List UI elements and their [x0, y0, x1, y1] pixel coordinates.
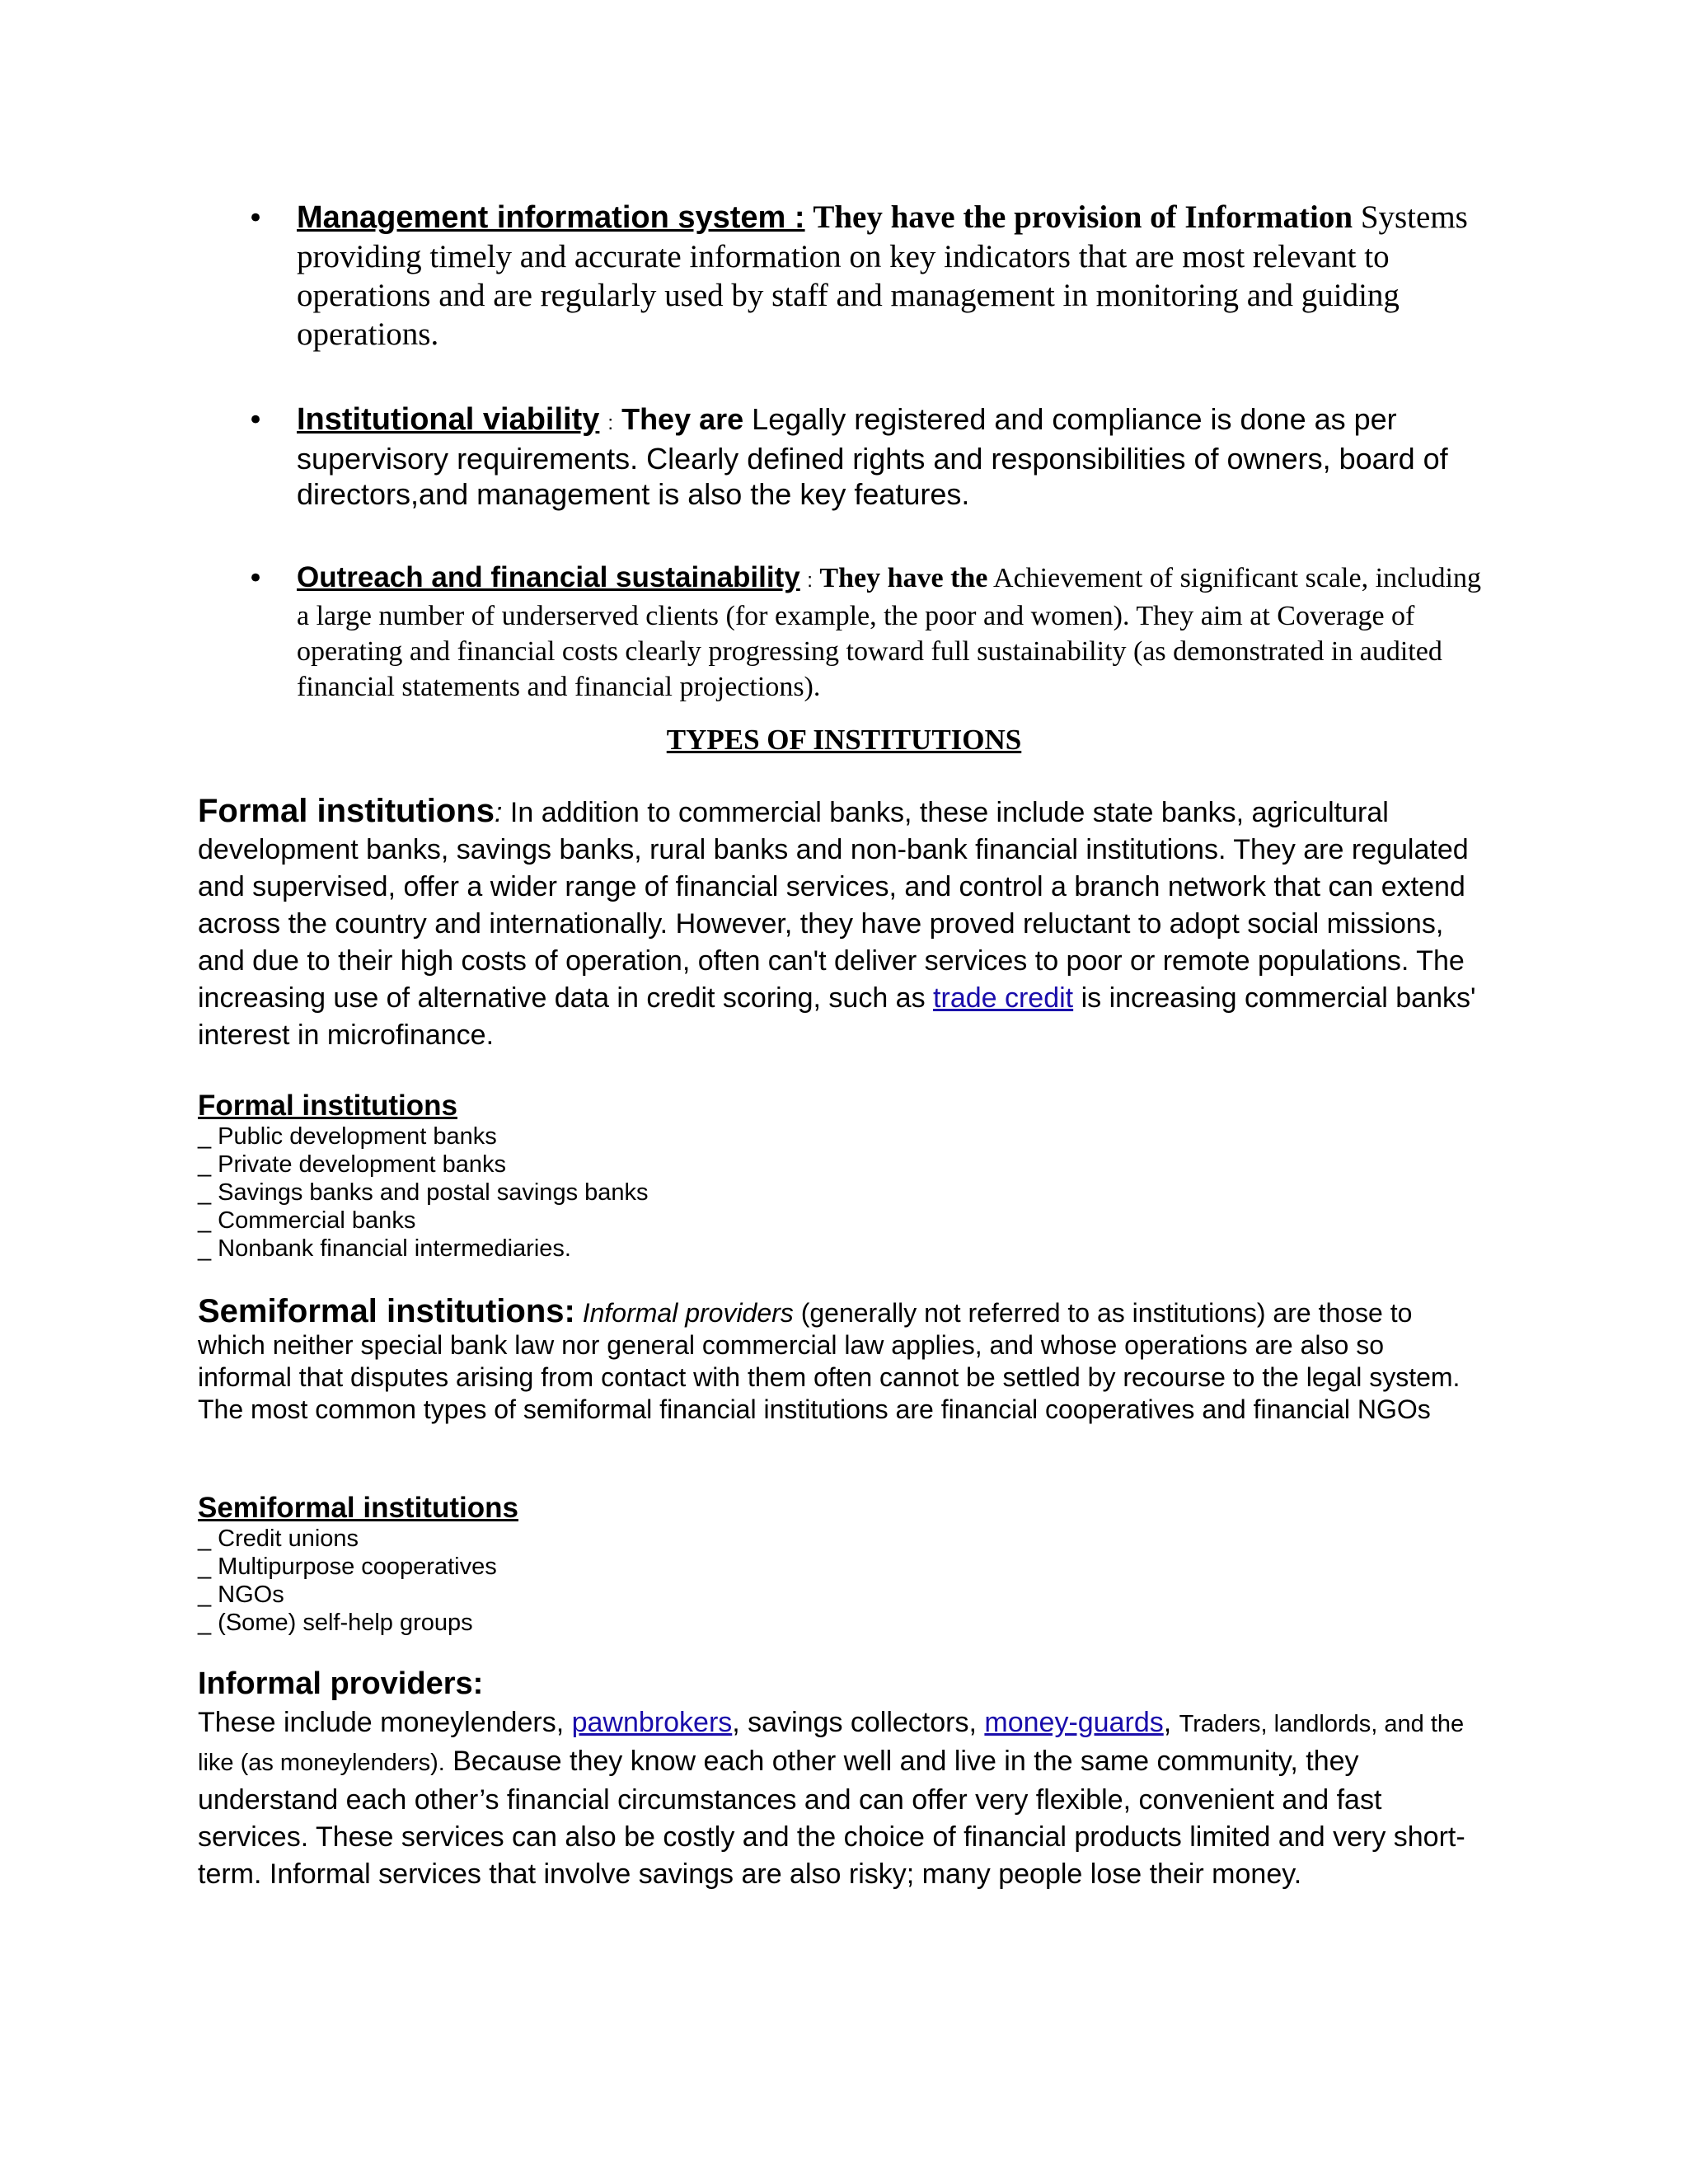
- list-item: _ Public development banks: [198, 1123, 497, 1150]
- list-title: Formal institutions: [198, 1090, 457, 1122]
- list-item: _ (Some) self-help groups: [198, 1610, 473, 1636]
- pawnbrokers-link[interactable]: pawnbrokers: [571, 1707, 733, 1738]
- list-item: _ Nonbank financial intermediaries.: [198, 1235, 571, 1262]
- list-item: _ Private development banks: [198, 1151, 506, 1178]
- list-title: Semiformal institutions: [198, 1492, 518, 1524]
- paragraph-text: , savings collectors,: [732, 1707, 977, 1738]
- bullet-lead: They have the provision of Information: [813, 199, 1353, 235]
- heading-colon: :: [495, 797, 503, 828]
- formal-institutions-heading: Formal institutions: [198, 793, 495, 829]
- bullet-outreach-sustainability: [247, 560, 1492, 705]
- section-title: TYPES OF INSTITUTIONS: [666, 724, 1022, 756]
- bullet-heading: Management information system :: [297, 200, 805, 235]
- italic-term: Informal providers: [582, 1298, 794, 1328]
- bullet-dot-icon: •: [247, 202, 265, 235]
- list-item: _ Commercial banks: [198, 1207, 416, 1234]
- paragraph-text: (generally not referred to as institutions) are those to which neither special bank law nor general commercial law applies, and whose operations are also so informal that disputes arising from contact with them often cannot be settled by recourse to the legal system. The most common types of semiformal financial institutions are financial cooperatives and financial NGOs: [198, 1298, 1461, 1424]
- bullet-text: Systems providing timely and accurate information on key indicators that are most relevant to operations and are regularly used by staff and management in monitoring and guiding operations.: [297, 199, 1468, 352]
- paragraph-text: Because they know each other well and live in the same community, they understand each other’s financial circumstances and can offer very flexible, convenient and fast services. These services can also be costly and the choice of financial products limited and very short-term. Informal services that involve savings are also risky; many people lose their money.: [198, 1746, 1465, 1890]
- formal-institutions-paragraph: [198, 793, 1484, 1054]
- list-item: _ Credit unions: [198, 1526, 359, 1552]
- formal-institutions-list: [198, 1090, 1187, 1263]
- bullet-colon: :: [807, 569, 813, 592]
- bullet-lead: They have the: [819, 563, 988, 593]
- trade-credit-link[interactable]: trade credit: [933, 982, 1074, 1014]
- bullet-colon: :: [607, 412, 614, 434]
- bullet-heading: Institutional viability: [297, 402, 600, 437]
- bullet-text: Achievement of significant scale, including a large number of underserved clients (for example, the poor and women). They aim at Coverage of operating and financial costs clearly progressing toward full sustainability (as demonstrated in audited financial statements and financial projections).: [297, 563, 1481, 702]
- bullet-management-information-system: [247, 198, 1492, 354]
- semiformal-institutions-heading: Semiformal institutions:: [198, 1293, 575, 1329]
- paragraph-text: These include moneylenders,: [198, 1707, 565, 1738]
- bullet-dot-icon: •: [247, 404, 265, 437]
- list-item: _ NGOs: [198, 1582, 284, 1608]
- money-guards-link[interactable]: money-guards: [984, 1707, 1164, 1738]
- bullet-heading: Outreach and financial sustainability: [297, 561, 800, 593]
- paragraph-text: In addition to commercial banks, these include state banks, agricultural development banks, savings banks, rural banks and non-bank financial institutions. They are regulated and supervised, offer a wider range of financial services, and control a branch network that can extend across the country and internationally. However, they have proved reluctant to adopt social missions, and due to their high costs of operation, often can't deliver services to poor or remote populations. The increasing use of alternative data in credit scoring, such as: [198, 797, 1469, 1014]
- feature-bullet-list: [247, 198, 1492, 705]
- paragraph-text: is increasing commercial banks' interest in microfinance.: [198, 982, 1476, 1051]
- paragraph-small-text: Traders, landlords, and the like (as moneylenders).: [198, 1711, 1465, 1776]
- list-item: _ Multipurpose cooperatives: [198, 1554, 497, 1580]
- informal-providers-heading: Informal providers:: [198, 1666, 484, 1701]
- bullet-dot-icon: •: [247, 562, 265, 595]
- bullet-text: Legally registered and compliance is done as per supervisory requirements. Clearly defined rights and responsibilities of owners, board of directors,and management is also the key features.: [297, 402, 1448, 511]
- paragraph-text: ,: [1163, 1707, 1172, 1738]
- bullet-lead: They are: [621, 402, 744, 436]
- list-item: _ Savings banks and postal savings banks: [198, 1179, 649, 1206]
- semiformal-institutions-paragraph: [198, 1293, 1484, 1426]
- informal-providers-paragraph: [198, 1704, 1484, 1893]
- bullet-institutional-viability: [247, 401, 1492, 512]
- semiformal-institutions-list: [198, 1492, 1187, 1637]
